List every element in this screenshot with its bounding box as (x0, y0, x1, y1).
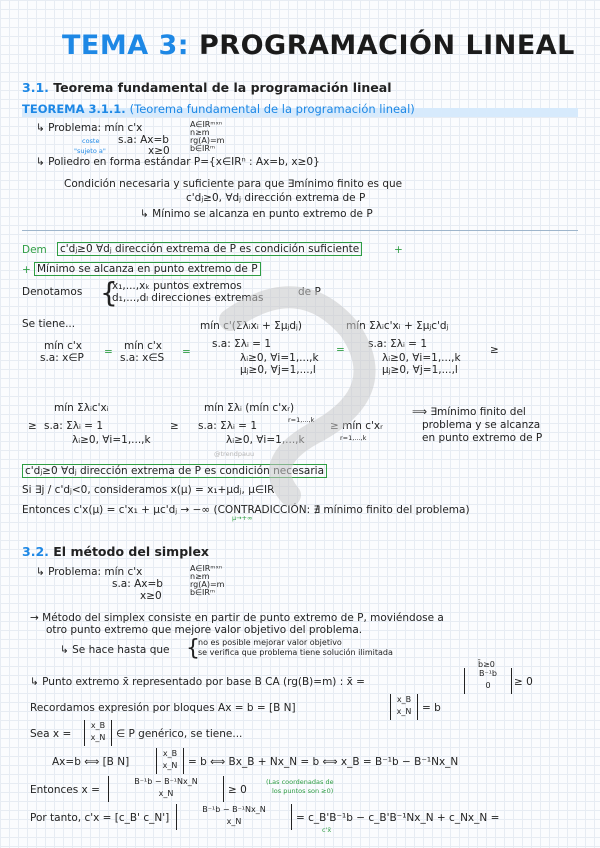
section-number: 3.1. (22, 80, 49, 95)
dem-label: Dem (22, 244, 47, 256)
min3-constraint: s.a: Σλᵢ = 1 (212, 338, 271, 350)
bar-note: b̄≥0 (478, 660, 495, 669)
min5-objective: mín Σλᵢc'xᵢ (54, 402, 109, 414)
ent-note-1: (Las coordenadas de (266, 778, 334, 786)
simplex-st: s.a: Ax=b (112, 578, 163, 590)
until-brace: { (186, 636, 200, 661)
bar-top: B⁻¹b (479, 669, 497, 678)
sufficient-box (57, 242, 362, 256)
min7-sub: r=1,...,k (340, 434, 367, 442)
simplex-cond3: rg(A)=m (190, 580, 225, 589)
problem-x: x≥0 (148, 145, 170, 157)
mu-note: μ→+∞ (232, 514, 253, 522)
sea-line: Sea x = (30, 728, 72, 740)
ge-sign-1: ≥ (490, 344, 499, 356)
watermark (200, 280, 400, 514)
method-line-1: → Método del simplex consiste en partir de punto extremo de P, moviéndose a (30, 612, 444, 624)
se-tiene: Se tiene... (22, 318, 76, 330)
section-3-1-heading (22, 80, 391, 95)
section-title: Teorema fundamental de la programación lineal (53, 80, 392, 95)
min4-objective: mín Σλᵢc'xᵢ + Σμⱼc'dⱼ (346, 320, 449, 332)
ent-end: ≥ 0 (228, 784, 247, 796)
entonces-line: Entonces c'x(μ) = c'x₁ + μc'dⱼ → −∞ (CONTRADICCIÓN: ∄ mínimo finito del problema) (22, 504, 470, 516)
until-b: se verifica que problema tiene solución ilimitada (198, 648, 393, 657)
denote-a: x₁,...,xₖ puntos extremos (112, 280, 242, 292)
ent-vector (108, 776, 224, 802)
watermark-text: @trendpauu (214, 450, 255, 458)
simplex-cond4: b∈IRᵐ (190, 588, 215, 597)
axb-top: x_B (162, 749, 178, 758)
extreme-line: ↳ Punto extremo x̄ representado por base B CA (rg(B)=m) : x̄ = (30, 676, 365, 688)
bar-matrix (464, 668, 512, 694)
sea-top: x_B (90, 721, 106, 730)
plus-sign-1: + (394, 244, 403, 256)
denote-label: Denotamos (22, 286, 83, 298)
until-label: ↳ Se hace hasta que (60, 644, 170, 656)
sufficient-text: c'dⱼ≥0 ∀dⱼ dirección extrema de P es condición suficiente (60, 243, 360, 255)
min7: ≥ mín c'xᵣ (330, 420, 383, 432)
problem-cond3: rg(A)=m (190, 136, 225, 145)
min5-constraint: s.a: Σλᵢ = 1 (44, 420, 103, 432)
theorem-heading (22, 102, 415, 116)
sea-end: ∈ P genérico, se tiene... (116, 728, 243, 740)
portanto-line: Por tanto, c'x = [c_B' c_N'] (30, 812, 170, 824)
brace: { (100, 276, 118, 309)
condition-line-2: c'dⱼ≥0, ∀dⱼ dirección extrema de P (186, 192, 366, 204)
conclusion-3: en punto extremo de P (422, 432, 543, 444)
minimum-box (34, 262, 261, 276)
bar-bot: 0 (485, 681, 491, 690)
min4-mu: μⱼ≥0, ∀j=1,...,l (382, 364, 458, 376)
title-prefix: TEMA 3: (62, 30, 190, 61)
title-main: PROGRAMACIÓN LINEAL (199, 30, 575, 61)
min6-lambda: λᵢ≥0, ∀i=1,...,k (226, 434, 305, 446)
problem-cond2: n≥m (190, 128, 210, 137)
min4-constraint: s.a: Σλᵢ = 1 (368, 338, 427, 350)
min6-sub: r=1,...,k (288, 416, 315, 424)
bar-ge: ≥ 0 (514, 676, 533, 688)
simplex-problem-line: ↳ Problema: mín c'x (36, 566, 143, 578)
sea-vector (84, 720, 112, 746)
condition-line-3: ↳ Mínimo se alcanza en punto extremo de P (140, 208, 373, 220)
page-title (62, 30, 575, 61)
minimum-text: Mínimo se alcanza en punto extremo de P (37, 263, 258, 275)
problem-cond1: A∈IRᵐˣⁿ (190, 120, 223, 129)
section-3-2-heading (22, 544, 209, 559)
min3-mu: μⱼ≥0, ∀j=1,...,l (240, 364, 316, 376)
pt-bot: x_N (226, 817, 242, 826)
recall-bot: x_N (396, 707, 412, 716)
pt-top: B⁻¹b − B⁻¹Nx_N (202, 805, 266, 814)
recall-end: = b (422, 702, 441, 714)
simplex-cond1: A∈IRᵐˣⁿ (190, 564, 223, 573)
recall-vector (390, 694, 418, 720)
denote-b: d₁,...,dₗ direcciones extremas (112, 292, 264, 304)
conclusion-2: problema y se alcanza (422, 419, 541, 431)
recall-top: x_B (396, 695, 412, 704)
si-line: Si ∃j / c'dⱼ<0, consideramos x(μ) = x₁+μdⱼ, μ∈IR (22, 484, 275, 496)
eq-sign-1: = (104, 346, 113, 358)
divider (22, 230, 578, 231)
polyhedron-line: ↳ Poliedro en forma estándar P={x∈IRⁿ : Ax=b, x≥0} (36, 156, 320, 168)
until-a: no es posible mejorar valor objetivo (198, 638, 342, 647)
axb-vector (156, 748, 184, 774)
eq-sign-2: = (182, 346, 191, 358)
section-number: 3.2. (22, 544, 49, 559)
ge-sign-2: ≥ (28, 420, 37, 432)
min1-constraint: s.a: x∈P (40, 352, 84, 364)
ent-top: B⁻¹b − B⁻¹Nx_N (134, 777, 198, 786)
simplex-cond2: n≥m (190, 572, 210, 581)
necessary-text: c'dⱼ≥0 ∀dⱼ dirección extrema de P es condición necesaria (25, 465, 325, 477)
plus-sign-2: + (22, 264, 31, 276)
conclusion-1: ⟹ ∃mínimo finito del (412, 406, 526, 418)
theorem-label: TEOREMA 3.1.1. (22, 102, 126, 116)
pt-vector (176, 804, 292, 830)
min5-lambda: λᵢ≥0, ∀i=1,...,k (72, 434, 151, 446)
min1-objective: mín c'x (44, 340, 83, 352)
pt-note: c'x̄ (322, 826, 332, 834)
min3-objective: mín c'(Σλᵢxᵢ + Σμⱼdⱼ) (200, 320, 302, 332)
min2-constraint: s.a: x∈S (120, 352, 165, 364)
section-title: El método del simplex (53, 544, 209, 559)
theorem-paren: (Teorema fundamental de la programación lineal) (129, 102, 415, 116)
watermark-logo-icon (200, 280, 400, 510)
axb-bot: x_N (162, 761, 178, 770)
axb-end: = b ⟺ Bx_B + Nx_N = b ⟺ x_B = B⁻¹b − B⁻¹Nx_N (188, 756, 459, 768)
problem-st: s.a: Ax=b (118, 134, 169, 146)
min6-constraint: s.a: Σλᵢ = 1 (198, 420, 257, 432)
min2-objective: mín c'x (124, 340, 163, 352)
pt-end: = c_B'B⁻¹b − c_B'B⁻¹Nx_N + c_Nx_N = (296, 812, 500, 824)
simplex-x: x≥0 (140, 590, 162, 602)
recall-line: Recordamos expresión por bloques Ax = b = [B N] (30, 702, 296, 714)
problem-line: ↳ Problema: mín c'x (36, 122, 143, 134)
ent-bot: x_N (158, 789, 174, 798)
min4-lambda: λᵢ≥0, ∀i=1,...,k (382, 352, 461, 364)
method-line-2: otro punto extremo que mejore valor objetivo del problema. (46, 624, 363, 636)
min6-objective: mín Σλᵢ (mín c'xᵣ) (204, 402, 295, 414)
min3-lambda: λᵢ≥0, ∀i=1,...,k (240, 352, 319, 364)
condition-line-1: Condición necesaria y suficiente para que ∃mínimo finito es que (64, 178, 403, 190)
axb-line: Ax=b ⟺ [B N] (52, 756, 130, 768)
subject-note: "sujeto a" (74, 147, 106, 155)
ent-note-2: los puntos son ≥0) (272, 787, 334, 795)
eq-sign-3: = (336, 344, 345, 356)
problem-cond4: b∈IRᵐ (190, 144, 215, 153)
denote-c: de P (298, 286, 321, 298)
ge-sign-3: ≥ (170, 420, 179, 432)
cost-note: coste (82, 137, 100, 145)
entonces-x-line: Entonces x = (30, 784, 100, 796)
sea-bot: x_N (90, 733, 106, 742)
